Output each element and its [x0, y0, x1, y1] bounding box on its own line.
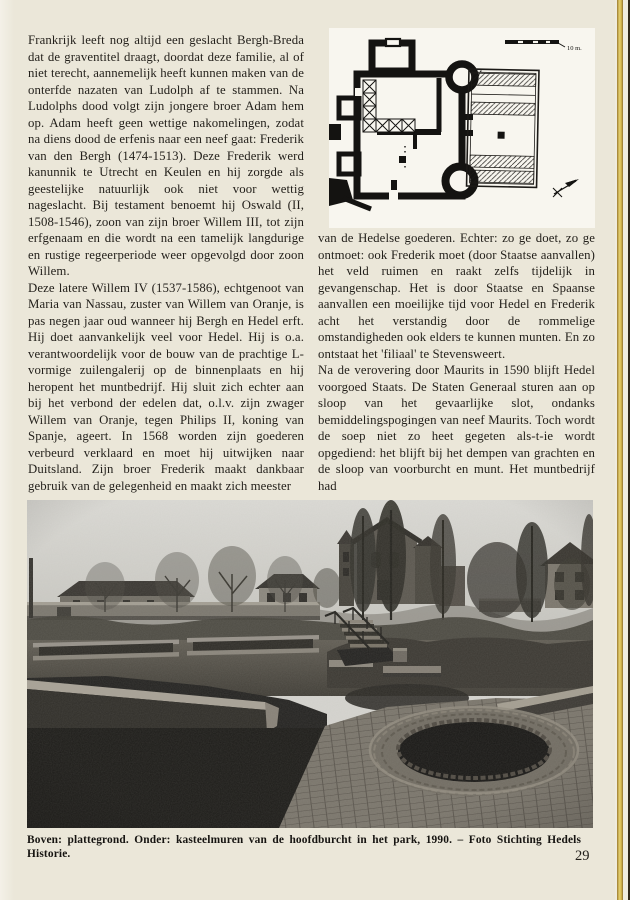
outer-court-building — [467, 69, 539, 187]
photo-figure — [27, 500, 593, 828]
page-left-sheen — [0, 0, 14, 900]
photo-caption: Boven: plattegrond. Onder: kasteelmuren van de hoofdburcht in het park, 1990. – Foto Stichting Hedels Historie. — [27, 834, 582, 860]
castle-park-photo — [27, 500, 593, 828]
castle-plan-drawing — [329, 28, 595, 228]
scale-label: 10 m. — [567, 45, 582, 52]
north-arrow-icon — [553, 179, 579, 197]
page-number: 29 — [575, 848, 590, 864]
gilt-edge-stripe — [617, 0, 623, 900]
text-column-left — [28, 32, 304, 494]
paragraph: Frankrijk leeft nog altijd een geslacht Bergh-Breda dat de graventitel draagt, doordat deze familie, al of niet terecht, aannemelijk heeft kunnen maken van de onterfde nazaten van Ludolph af te stammen. Na Ludolphs dood volgt zijn jongere broer Adam hem op. Adam heeft geen wettige nakomelingen, zodat na diens dood de erfenis naar een neef gaat: Frederik van den Bergh (1474-1513). Deze Frederik werd kanunnik te Utrecht en Keulen en hij zorgde als geestelijke natuurlijk ook niet voor wettig nageslacht. Bij testament benoemt hij Oswald (II, 1508-1546), zoon van zijn broer Willem III, tot zijn erfgenaam en die wordt na een tamelijk langdurige en rustige regeerperiode weer opgevolgd door zoon Willem. — [28, 33, 304, 278]
gallery-hatching — [363, 80, 415, 132]
paragraph: Na de verovering door Maurits in 1590 blijft Hedel voorgoed Staats. De Staten Generaal sturen aan op sloop van het gevaarlijke slot, ondanks bemiddelingspogingen van neef Maurits. Toch wordt de soep niet zo heet gegeten als-t-ie wordt opgediend: het blijft bij het dempen van grachten en de sloop van voorburcht en munt. Het muntbedrijf had — [318, 363, 595, 493]
floor-plan-figure — [329, 28, 595, 228]
paragraph: Deze latere Willem IV (1537-1586), echtgenoot van Maria van Nassau, zuster van Willem van Oranje, is pas negen jaar oud wanneer hij Bergh en Hedel erft. Hij doet aanvankelijk veel voor Hedel. Hij is o.a. verantwoordelijk voor de bouw van de prachtige L-vormige zuilengalerij op de binnenplaats en hij heropent het muntbedrijf. Hij sluit zich echter aan bij het verbond der edelen dat, o.l.v. zijn zwager Willem van Oranje, tegen Philips II, koning van Spanje, ageert. In 1568 worden zijn goederen verbeurd verklaard en moet hij uitwijken naar Duitsland. Zijn broer Frederik maakt dankbaar gebruik van de gelegenheid en maakt zich meester — [28, 280, 304, 493]
text-column-right — [318, 230, 595, 494]
paragraph: van de Hedelse goederen. Echter: zo ge doet, zo ge ontmoet: ook Frederik moet (door Staatse aanvallen) het veld ruimen en raakt zelfs tijdelijk in gevangenschap. Het is door Staatse en Spaanse aanvallen een moeilijke tijd voor Hedel en Frederik acht het verstandig door de rommelige omstandigheden ook elders te kunnen munten. En zo ontstaat het 'filiaal' te Stevensweert. — [318, 231, 595, 361]
scale-bar — [505, 40, 582, 52]
